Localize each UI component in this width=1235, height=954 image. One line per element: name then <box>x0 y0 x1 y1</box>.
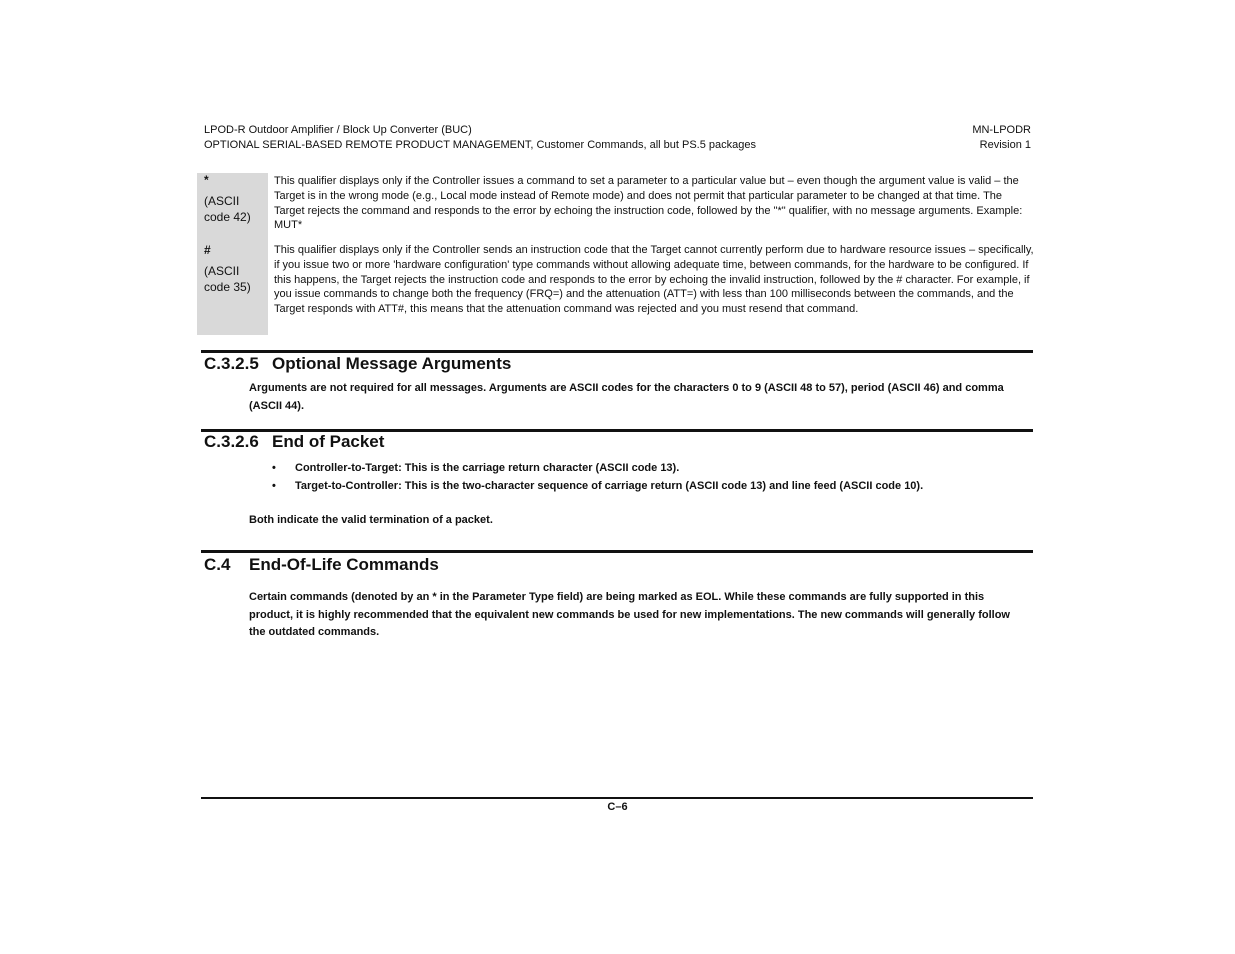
header-revision: Revision 1 <box>979 139 1031 151</box>
qualifier-symbol: # <box>204 243 211 257</box>
qualifier-description: This qualifier displays only if the Controller issues a command to set a parameter to a particular value but – even though the argument value is valid – the Target is in the wrong mode (e.g., Local mode instead of Remote mode) and does not permit that particular parameter to be changed at that time. The Target rejects the command and responds to the error by echoing the instruction code, followed by the "*" qualifier, with no message arguments. Example: MUT* <box>274 175 1023 232</box>
qualifier-symbol: * <box>204 173 209 187</box>
section-heading-c4 <box>204 555 439 575</box>
qualifier-key-cell <box>197 239 268 335</box>
qualifier-ascii-code: code 35) <box>204 280 251 294</box>
header-doc-number: MN-LPODR <box>972 124 1031 136</box>
section-body-c4: Certain commands (denoted by an * in the Parameter Type field) are being marked as EOL. While these commands are fully supported in this product, it is highly recommended that the equivalent new commands be used for new implementations. The new commands will generally follow the outdated commands. <box>249 591 1010 638</box>
qualifier-row-asterisk <box>197 173 1035 239</box>
qualifier-key-cell <box>197 173 268 239</box>
section-rule <box>201 350 1033 353</box>
section-number: C.4 <box>204 555 231 574</box>
qualifier-description: This qualifier displays only if the Controller sends an instruction code that the Target cannot currently perform due to hardware resource issues – specifically, if you issue two or more 'hardware configuration' type commands without allowing adequate time, between commands, for the hardware to be configured. If this happens, the Target rejects the instruction code and responds to the error by echoing the invalid instruction, followed by the # character. For example, if you issue commands to change both the frequency (FRQ=) and the attenuation (ATT=) with less than 100 milliseconds between the commands, and the Target responds with ATT#, this means that the attenuation command was rejected and you must resend that command. <box>274 244 1034 316</box>
header-chapter-title: OPTIONAL SERIAL-BASED REMOTE PRODUCT MANAGEMENT, Customer Commands, all but PS.5 packages <box>204 139 756 151</box>
section-rule <box>201 550 1033 553</box>
section-heading-c325 <box>204 354 511 374</box>
bullet-icon: • <box>272 462 276 474</box>
section-heading-c326 <box>204 432 384 452</box>
section-title: End-Of-Life Commands <box>249 555 439 574</box>
section-number: C.3.2.5 <box>204 354 259 373</box>
list-item-text: Controller-to-Target: This is the carriage return character (ASCII code 13). <box>295 462 680 474</box>
header-product-title: LPOD-R Outdoor Amplifier / Block Up Converter (BUC) <box>204 124 472 136</box>
qualifier-ascii-label: (ASCII <box>204 194 240 208</box>
qualifier-row-hash <box>197 239 1035 335</box>
list-item-text: Target-to-Controller: This is the two-character sequence of carriage return (ASCII code 13) and line feed (ASCII code 10). <box>295 480 924 492</box>
bullet-icon: • <box>272 480 276 492</box>
section-body-c325: Arguments are not required for all messages. Arguments are ASCII codes for the characters 0 to 9 (ASCII 48 to 57), period (ASCII 46) and comma (ASCII 44). <box>249 382 1004 412</box>
qualifier-ascii-code: code 42) <box>204 210 251 224</box>
section-title: End of Packet <box>272 432 385 451</box>
section-body-c326: Both indicate the valid termination of a packet. <box>249 514 493 526</box>
section-number: C.3.2.6 <box>204 432 259 451</box>
qualifier-ascii-label: (ASCII <box>204 264 240 278</box>
running-header-right <box>900 123 1031 153</box>
section-title: Optional Message Arguments <box>272 354 512 373</box>
running-header-left <box>204 123 904 153</box>
page-number: C–6 <box>607 801 628 813</box>
footer-rule <box>201 797 1033 799</box>
